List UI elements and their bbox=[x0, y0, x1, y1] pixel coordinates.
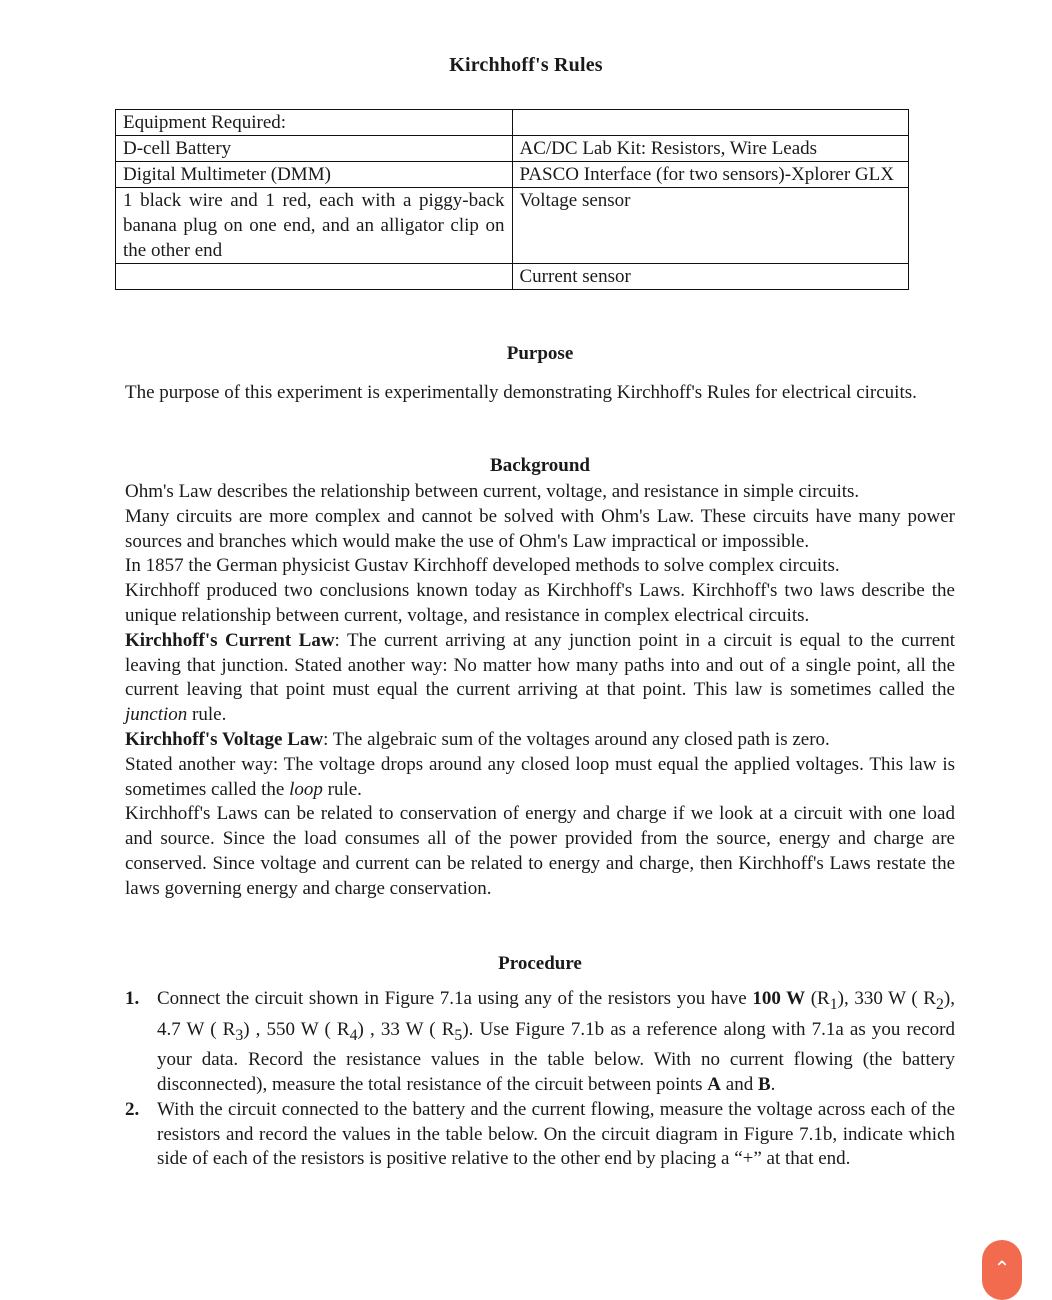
table-cell bbox=[512, 110, 909, 136]
table-cell: Voltage sensor bbox=[512, 188, 909, 264]
scroll-to-top-button[interactable] bbox=[982, 1240, 1022, 1300]
purpose-paragraph: The purpose of this experiment is experimentally demonstrating Kirchhoff's Rules for electrical circuits. bbox=[125, 382, 917, 403]
table-cell: AC/DC Lab Kit: Resistors, Wire Leads bbox=[512, 136, 909, 162]
subscript: 5 bbox=[454, 1026, 463, 1044]
kcl-paragraph bbox=[125, 629, 955, 728]
chevron-up-icon: ⌃ bbox=[993, 1256, 1011, 1280]
subscript: 3 bbox=[235, 1026, 244, 1044]
step-text: ), 330 W ( R bbox=[837, 988, 936, 1009]
equipment-table bbox=[115, 109, 909, 290]
loop-text-end: rule. bbox=[322, 778, 362, 800]
step-text: ). Use Figure 7.1b as a reference along with 7.1a as you record your data. Record the resistance values in the table below. With no current flowing (the battery disconnected), measure the total resistance of the circuit between points bbox=[157, 1018, 955, 1095]
loop-text: Stated another way: The voltage drops around any closed loop must equal the applied voltages. This law is sometimes called the bbox=[125, 753, 955, 800]
kcl-text-end: rule. bbox=[187, 704, 227, 726]
kvl-paragraph bbox=[125, 728, 955, 753]
procedure-list bbox=[125, 987, 955, 1172]
table-cell: 1 black wire and 1 red, each with a piggy-back banana plug on one end, and an alligator clip on the other end bbox=[116, 188, 513, 264]
step-text: ), 4.7 W ( R bbox=[157, 988, 955, 1040]
background-paragraph: Ohm's Law describes the relationship between current, voltage, and resistance in simple circuits. bbox=[125, 481, 860, 502]
subscript: 1 bbox=[829, 995, 838, 1013]
table-cell: Current sensor bbox=[512, 264, 909, 290]
step-number: 1. bbox=[125, 988, 140, 1009]
step-text: (R bbox=[805, 988, 830, 1009]
table-row bbox=[116, 188, 909, 264]
table-row bbox=[116, 136, 909, 162]
step-bold: A bbox=[707, 1073, 722, 1095]
background-paragraph: Kirchhoff's Laws can be related to conservation of energy and charge if we look at a circuit with one load and source. Since the load consumes all of the power provided from the source, energy and charge are conserved. Since voltage and current can be related to energy and charge, then Kirchhoff's Laws restate the laws governing energy and charge conservation. bbox=[125, 803, 955, 899]
procedure-step bbox=[125, 1098, 955, 1172]
kvl-text: : The algebraic sum of the voltages around any closed path is zero. bbox=[323, 728, 830, 750]
table-cell: Equipment Required: bbox=[116, 110, 513, 136]
background-paragraph: In 1857 the German physicist Gustav Kirchhoff developed methods to solve complex circuits. bbox=[125, 555, 840, 577]
subscript: 2 bbox=[935, 995, 944, 1013]
step-text: and bbox=[721, 1073, 758, 1095]
loop-italic: loop bbox=[289, 778, 323, 800]
procedure-step bbox=[125, 987, 955, 1098]
table-cell bbox=[116, 264, 513, 290]
table-cell: D-cell Battery bbox=[116, 136, 513, 162]
purpose-text bbox=[125, 381, 955, 406]
step-text: With the circuit connected to the battery and the current flowing, measure the voltage across each of the resistors and record the values in the table below. On the circuit diagram in Figure 7.1b, indicate which side of each of the resistors is positive relative to the other end by placing a “+” at that end. bbox=[157, 1098, 955, 1170]
background-paragraph: Kirchhoff produced two conclusions known today as Kirchhoff's Laws. Kirchhoff's two laws describe the unique relationship between current, voltage, and resistance in complex electrical circuits. bbox=[125, 580, 955, 626]
step-bold: B bbox=[757, 1073, 771, 1095]
step-text: Connect the circuit shown in Figure 7.1a using any of the resistors you have bbox=[157, 988, 753, 1009]
background-paragraph bbox=[125, 753, 955, 803]
background-text bbox=[125, 480, 955, 902]
kcl-italic: junction bbox=[125, 704, 188, 726]
table-cell: PASCO Interface (for two sensors)-Xplorer GLX bbox=[512, 162, 909, 188]
table-row bbox=[116, 110, 909, 136]
step-text: ) , 33 W ( R bbox=[357, 1018, 455, 1040]
background-heading: Background bbox=[490, 455, 590, 476]
table-row bbox=[116, 162, 909, 188]
background-paragraph: Many circuits are more complex and cannot be solved with Ohm's Law. These circuits have many power sources and branches which would make the use of Ohm's Law impractical or impossible. bbox=[125, 505, 955, 552]
procedure-heading: Procedure bbox=[498, 953, 582, 974]
kcl-text: : The current arriving at any junction point in a circuit is equal to the current leaving that junction. Stated another way: No matter how many paths into and out of a single point, all the current leaving that point must equal the current arriving at that point. This law is sometimes called the bbox=[125, 629, 955, 701]
kvl-label: Kirchhoff's Voltage Law bbox=[125, 728, 324, 750]
subscript: 4 bbox=[349, 1026, 358, 1044]
step-text: ) , 550 W ( R bbox=[243, 1018, 350, 1040]
purpose-heading: Purpose bbox=[506, 343, 574, 364]
step-bold: 100 W bbox=[752, 988, 806, 1009]
kcl-label: Kirchhoff's Current Law bbox=[125, 629, 335, 651]
step-number: 2. bbox=[125, 1098, 140, 1120]
table-cell: Digital Multimeter (DMM) bbox=[116, 162, 513, 188]
table-row bbox=[116, 264, 909, 290]
document-title: Kirchhoff's Rules bbox=[449, 54, 603, 76]
step-text: . bbox=[770, 1073, 776, 1095]
